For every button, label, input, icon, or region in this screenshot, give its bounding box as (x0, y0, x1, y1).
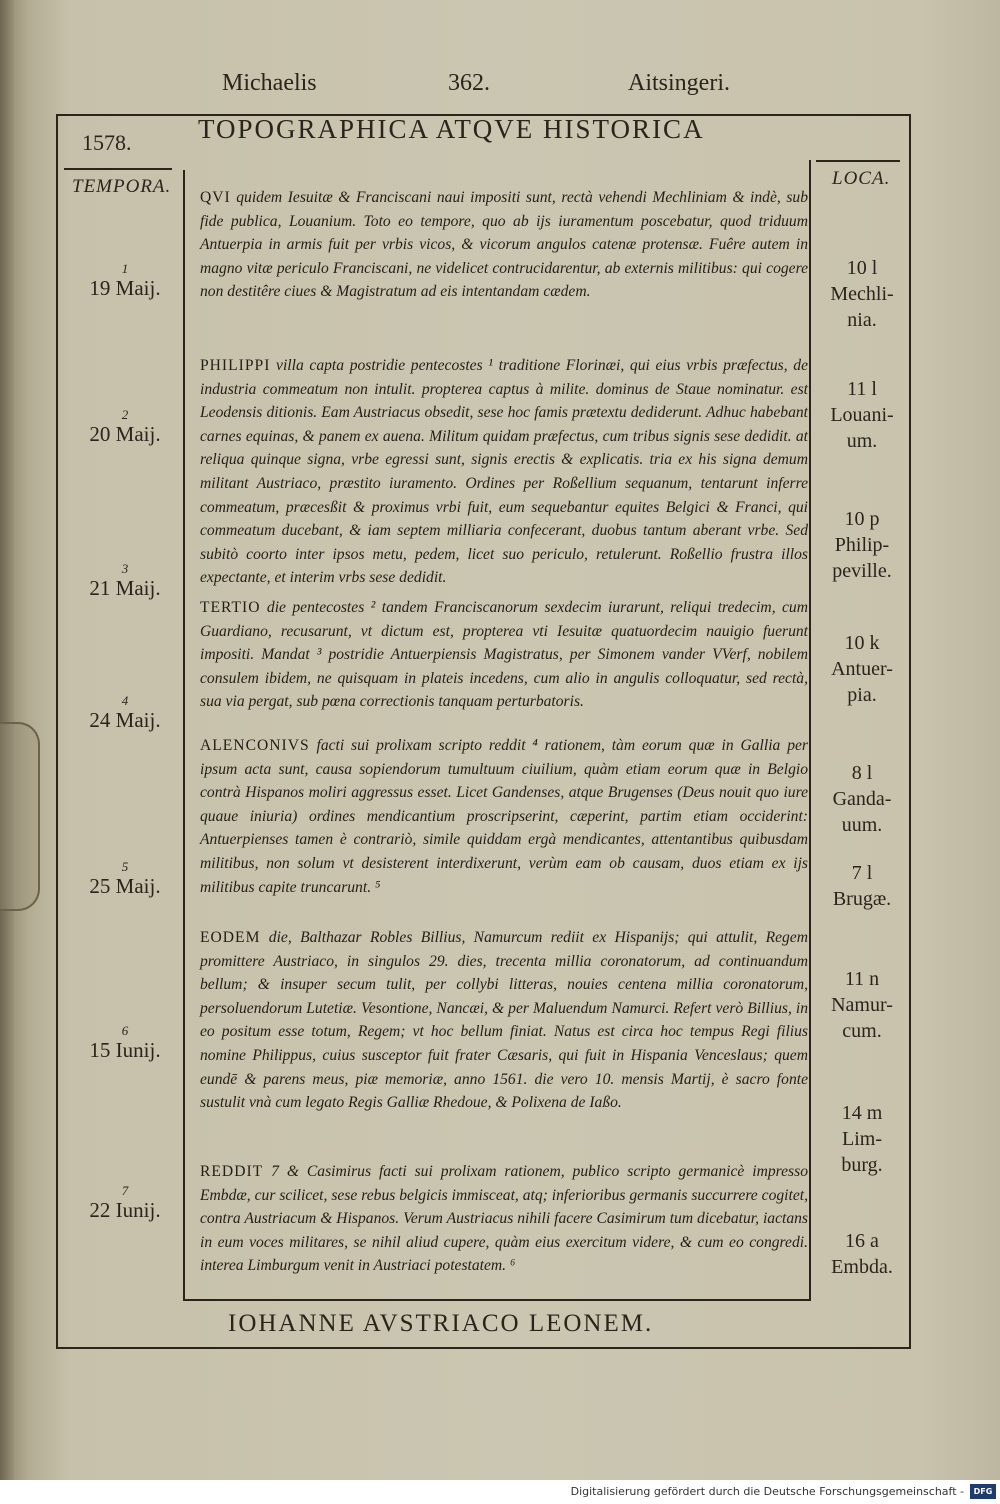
location-name-cont: pia. (847, 684, 877, 706)
location-name-cont: peville. (832, 560, 892, 582)
date-day: 15 Iunij. (89, 1038, 161, 1062)
entry-text: quidem Iesuitæ & Franciscani naui impositi sunt, rectà vehendi Mechliniam & indè, sub fide publica, Louanium. Toto eo tempore, quo ab ijs iuramentum poscebatur, quod triduum Antuerpia in armis fuit per vrbis vicos, & vicorum angulos catenæ protensæ. Fuêre autem in magno vitæ periculo Franciscani, ne videlicet contrucidarentur, ab externis militibus: qui cogere non destitêre ciues & Magistratum ad eis intentandam cædem. (200, 189, 808, 301)
frame-left-rule (56, 114, 58, 1349)
location-name-cont: cum. (842, 1020, 882, 1042)
date-day: 24 Maij. (89, 708, 161, 732)
date-entry (70, 1184, 180, 1222)
date-note-number: 5 (121, 859, 129, 874)
location-ref: 11 n (844, 968, 880, 990)
frame-bottom-rule (56, 1347, 911, 1349)
tempora-label: TEMPORA. (72, 176, 172, 197)
location-name-cont: um. (846, 430, 878, 452)
entry-lead-word: ALENCONIVS (200, 737, 310, 754)
location-name: Louani- (830, 404, 894, 426)
footer-title: IOHANNE AVSTRIACO LEONEM. (228, 1310, 654, 1337)
entry-text: villa capta postridie pentecostes ¹ traditione Florinæi, qui eius vrbis præfectus, de industria commeatum non intulit. propterea captus à milite. dominus de Staue nominatur. est Leodensis ditionis. Eam Austriacus obsedit, sese hoc famis prætextu dediderunt. Adhuc habebant carnes equinas, & panem ex auena. Militum quidam præfectus, cum tribus signis sese dedidit. at reliqua quinque signa, vrbe egressi sunt, signis erectis & explicatis. tria ex his signa demum militant Austriaco, præstito iuramento. Ordines per Roßellium sequanum, tentarunt inferre commeatum, præcesßit & proximus vrbi fuit, eum sequebantur equites Belgici & Franci, qui commeatum ducebant, & iam septem milliaria confecerant, duobus tantum aberant vrbe. Sed subitò coorto inter ipsos metu, pedem, licet suo periculo, retulerunt. Roßellio frustra illos expectante, et interim vrbs sese dedidit. (200, 357, 808, 587)
book-clasp (0, 722, 40, 911)
chronicle-entry (200, 596, 808, 714)
location-name: Lim- (842, 1128, 882, 1150)
location-ref: 10 p (844, 508, 880, 530)
tempora-label-top-rule (64, 168, 172, 170)
chronicle-entry (200, 734, 808, 899)
chronicle-entry (200, 354, 808, 590)
date-entry (70, 408, 180, 446)
loca-column-rule (809, 160, 811, 1300)
dfg-logo: DFG (970, 1484, 996, 1499)
location-entry (812, 1228, 912, 1280)
location-name: Mechli- (830, 283, 894, 305)
location-ref: 16 a (845, 1230, 879, 1252)
location-entry (812, 506, 912, 584)
location-ref: 10 k (844, 632, 880, 654)
date-day: 19 Maij. (89, 276, 161, 300)
date-note-number: 3 (121, 561, 129, 576)
date-entry (70, 562, 180, 600)
date-entry (70, 694, 180, 732)
location-entry (812, 860, 912, 912)
date-note-number: 6 (121, 1023, 129, 1038)
date-day: 21 Maij. (89, 576, 161, 600)
location-entry (812, 630, 912, 708)
location-entry (812, 255, 912, 333)
entry-lead-word: QVI (200, 189, 231, 206)
location-ref: 8 l (851, 762, 873, 784)
page-number: 362. (448, 70, 490, 96)
entry-text: die, Balthazar Robles Billius, Namurcum rediit ex Hispanijs; qui attulit, Regem promittere Austriaco, in singulos 29. dies, trecenta millia coronatorum, ad continuandum bellum; & insuper secum tulit, per collybi litteras, nouies centena millia coronatorum, persoluendorum Lutetiæ. Vesontione, Nancæi, & per Maluendum Namurci. Refert verò Billius, in eo positum esse totum, Regem; vt hoc bellum finiat. Natus est circa hoc tempus Regi filius nomine Philippus, cuius susceptor fuit frater Cæsaris, qui fuit in Hispania Venceslaus; quem eundē & parens meus, piæ memoriæ, anno 1561. die vero 10. mensis Martij, è sacro fonte sustulit vnà cum legato Regis Galliæ Rhedoue, & Polixena de Iaßo. (200, 929, 808, 1112)
location-name: Brugæ. (832, 888, 892, 910)
chronicle-entry (200, 186, 808, 304)
date-day: 22 Iunij. (89, 1198, 161, 1222)
location-ref: 14 m (841, 1102, 883, 1124)
entry-lead-word: TERTIO (200, 599, 261, 616)
entry-text: facti sui prolixam scripto reddit ⁴ rationem, tàm eorum quæ in Gallia per ipsum acta sunt, causa sopiendorum tumultuum ciuilium, quàm etiam eorum quæ in Belgio contrà Hispanos moliri aggressus esset. Licet Gandenses, atque Brugenses (Deus nouit quo iure quaue iniuria) ordines mendicantium proscripserint, cæperint, partim etiam occiderint: Antuerpienses tamen è contrariò, simile quiddam ergà mendicantes, attentantibus quibusdam militibus, non solum vt desisterent interdixerunt, verùm eam ob causam, duos etiam ex ijs militibus capite truncarunt. ⁵ (200, 737, 808, 896)
location-name-cont: nia. (847, 309, 877, 331)
text-bottom-rule (183, 1299, 811, 1301)
tempora-column-rule (183, 170, 185, 1300)
date-entry (70, 860, 180, 898)
date-entry (70, 1024, 180, 1062)
location-name: Ganda- (832, 788, 892, 810)
entry-lead-word: REDDIT (200, 1163, 264, 1180)
chronicle-entry (200, 926, 808, 1115)
date-day: 25 Maij. (89, 874, 161, 898)
location-name: Embda. (831, 1256, 893, 1278)
page-title: TOPOGRAPHICA ATQVE HISTORICA (198, 114, 705, 144)
running-head-author-surname: Aitsingeri. (628, 70, 730, 96)
date-note-number: 7 (121, 1183, 129, 1198)
location-entry (812, 1100, 912, 1178)
entry-lead-word: PHILIPPI (200, 357, 271, 374)
location-ref: 7 l (851, 862, 873, 884)
digitization-bar (0, 1480, 1000, 1504)
date-note-number: 1 (121, 261, 129, 276)
location-name-cont: uum. (841, 814, 883, 836)
loca-label: LOCA. (832, 168, 891, 189)
location-name: Antuer- (831, 658, 893, 680)
location-ref: 11 l (847, 378, 877, 400)
entry-lead-word: EODEM (200, 929, 261, 946)
location-name: Namur- (831, 994, 893, 1016)
digitization-note: Digitalisierung gefördert durch die Deutsche Forschungsgemeinschaft - (570, 1485, 964, 1498)
year-label: 1578. (82, 130, 132, 155)
date-note-number: 4 (121, 693, 129, 708)
running-head-author: Michaelis (222, 70, 317, 96)
date-day: 20 Maij. (89, 422, 161, 446)
location-entry (812, 760, 912, 838)
location-name: Philip- (834, 534, 890, 556)
date-note-number: 2 (121, 407, 129, 422)
location-name-cont: burg. (841, 1154, 883, 1176)
location-entry (812, 376, 912, 454)
chronicle-entry (200, 1160, 808, 1278)
location-entry (812, 966, 912, 1044)
entry-text: 7 & Casimirus facti sui prolixam rationem, publico scripto germanicè impresso Embdæ, cur scilicet, sese rebus belgicis immisceat, atq; inferioribus germanis succurrere cogitet, contra Austriacum & Hispanos. Verum Austriacus nihili facere Casimirum tum dicebatur, iactans in eum voces militares, se nihil aliud cupere, quàm eius exercitum videre, & cum eo congredi. interea Limburgum venit in Austriaci potestatem. ⁶ (200, 1163, 808, 1275)
loca-label-top-rule (816, 160, 900, 162)
entry-text: die pentecostes ² tandem Franciscanorum sexdecim iurarunt, reliqui tredecim, cum Guardiano, recusarunt, vt dictum est, propterea vti Iesuitæ quatuordecim nauigio fuerunt impositi. Mandat ³ postridie Antuerpiensis Magistratus, per Simonem vander VVerf, nobilem consulem ibidem, ne quisquam in plateis incedens, cum alio in angulis colloquatur, sed rectà, sua via pergat, sub pœna correctionis tanquam perturbatoris. (200, 599, 808, 711)
location-ref: 10 l (846, 257, 878, 279)
date-entry (70, 262, 180, 300)
